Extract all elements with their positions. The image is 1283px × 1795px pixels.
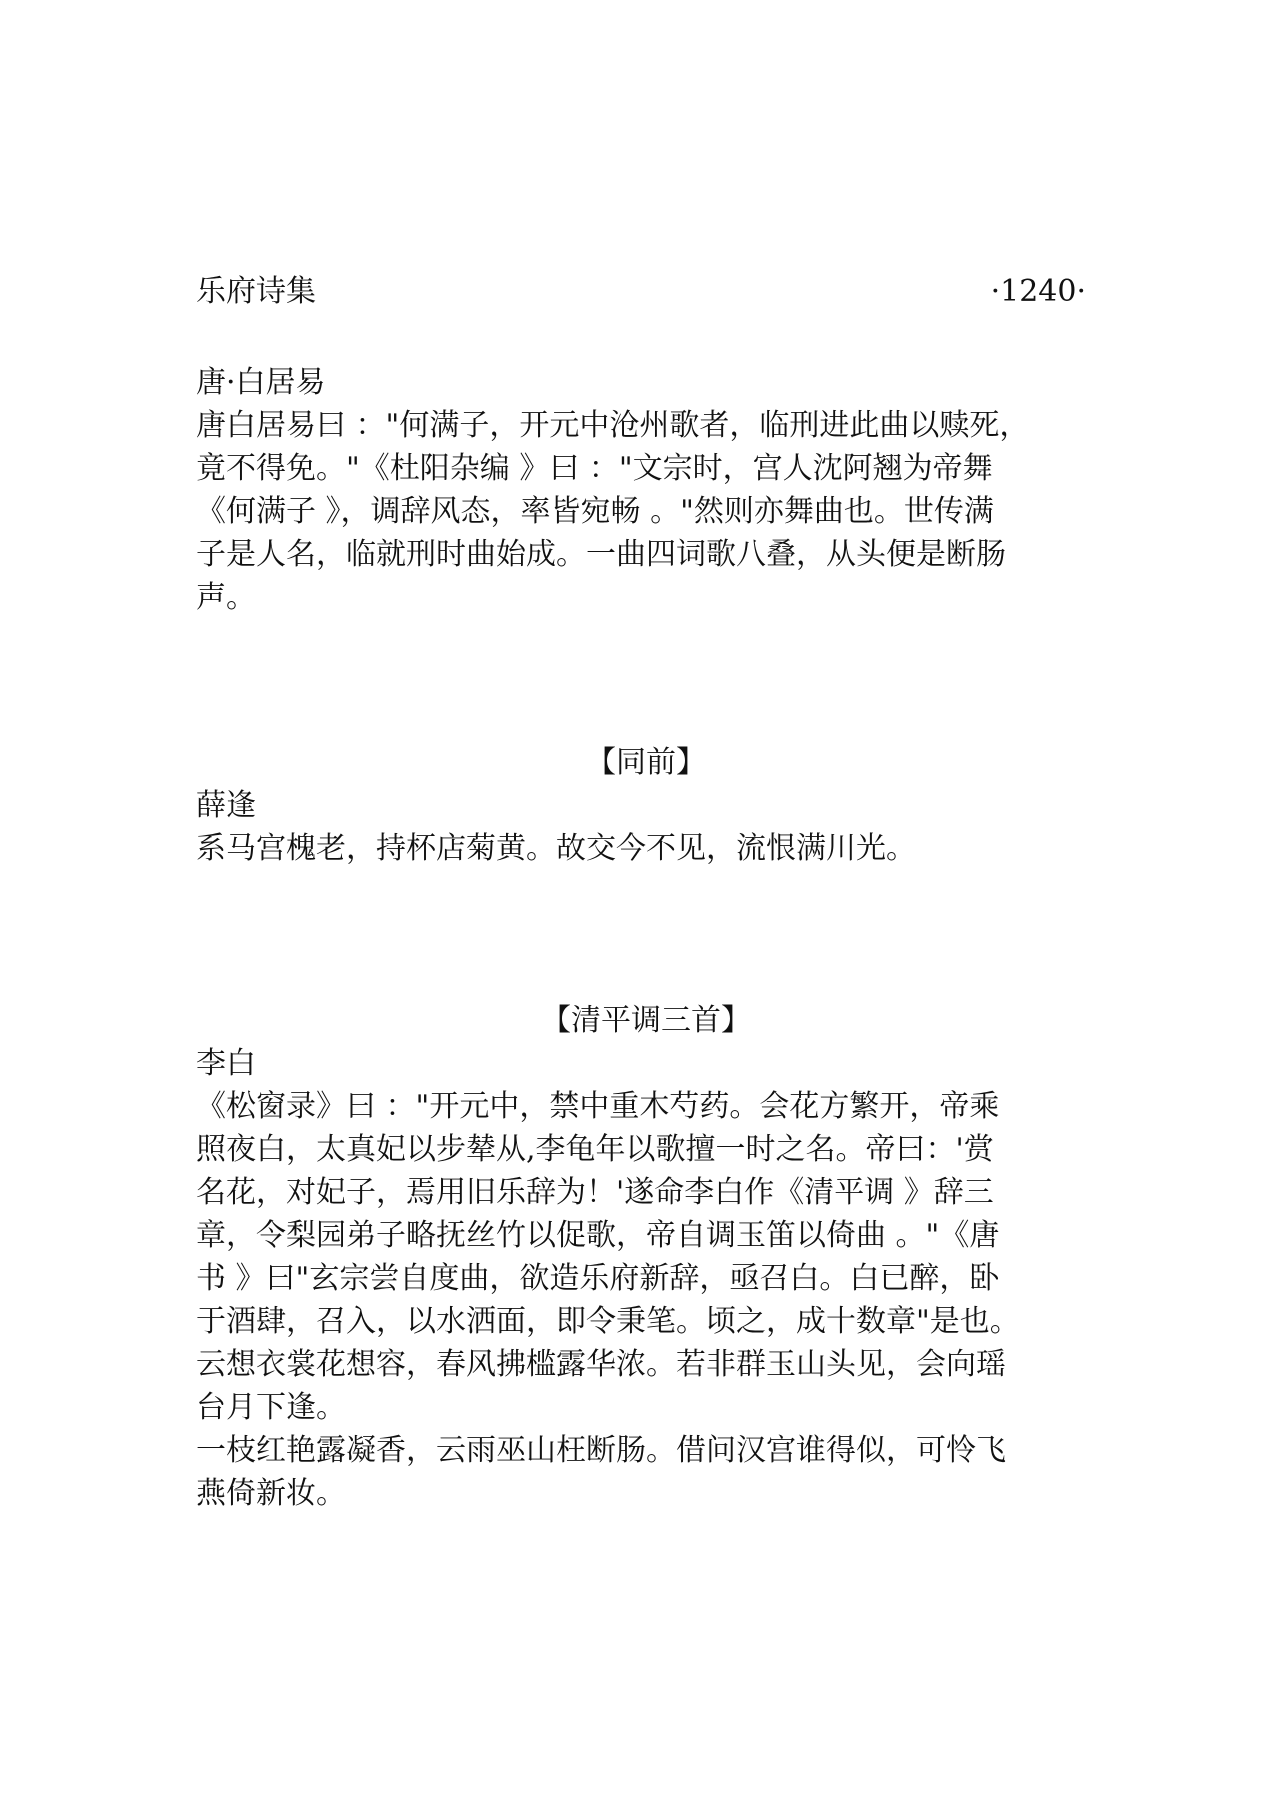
text-line: 照夜白，太真妃以步辇从,李龟年以歌擅一时之名。帝曰：'赏: [196, 1132, 994, 1167]
text-line: 名花，对妃子，焉用旧乐辞为！'遂命李白作《清平调 》辞三: [196, 1175, 994, 1210]
section-author: 李白: [196, 1046, 256, 1081]
text-line: 云想衣裳花想容，春风拂槛露华浓。若非群玉山头见，会向瑶: [196, 1347, 1006, 1382]
text-line: 《何满子 》，调辞风态，率皆宛畅 。"然则亦舞曲也。世传满: [196, 494, 994, 529]
section-title: 【清平调三首】: [541, 1003, 751, 1038]
document-page: [196, 0, 1096, 1795]
text-line: 竟不得免。"《杜阳杂编 》曰 ："文宗时，宫人沈阿翘为帝舞: [196, 451, 993, 486]
text-line: 章，令梨园弟子略抚丝竹以促歌，帝自调玉笛以倚曲 。"《唐: [196, 1218, 1000, 1253]
section-he-manzi: [196, 361, 1096, 619]
text-line: 《松窗录》曰 ："开元中，禁中重木芍药。会花方繁开，帝乘: [196, 1089, 1000, 1124]
page-number: ·1240·: [990, 274, 1086, 309]
text-line: 台月下逢。: [196, 1390, 346, 1425]
section-author: 唐·白居易: [196, 365, 326, 400]
section-title: 【同前】: [586, 745, 706, 780]
text-line: 子是人名，临就刑时曲始成。一曲四词歌八叠，从头便是断肠: [196, 537, 1006, 572]
section-author: 薛逢: [196, 788, 256, 823]
text-line: 声。: [196, 580, 256, 615]
section-qingping-diao: [196, 999, 1096, 1515]
text-line: 唐白居易曰 ："何满子，开元中沧州歌者，临刑进此曲以赎死，: [196, 408, 1030, 443]
text-line: 系马宫槐老，持杯店菊黄。故交今不见，流恨满川光。: [196, 831, 916, 866]
text-line: 于酒肆，召入，以水洒面，即令秉笔。顷之，成十数章"是也。: [196, 1304, 1020, 1339]
text-line: 书 》曰"玄宗尝自度曲，欲造乐府新辞，亟召白。白已醉，卧: [196, 1261, 1000, 1296]
book-title: 乐府诗集: [196, 274, 316, 309]
section-tong-qian: [196, 741, 1096, 870]
page-header: [196, 270, 1096, 314]
text-line: 燕倚新妆。: [196, 1476, 346, 1511]
text-line: 一枝红艳露凝香，云雨巫山枉断肠。借问汉宫谁得似，可怜飞: [196, 1433, 1006, 1468]
